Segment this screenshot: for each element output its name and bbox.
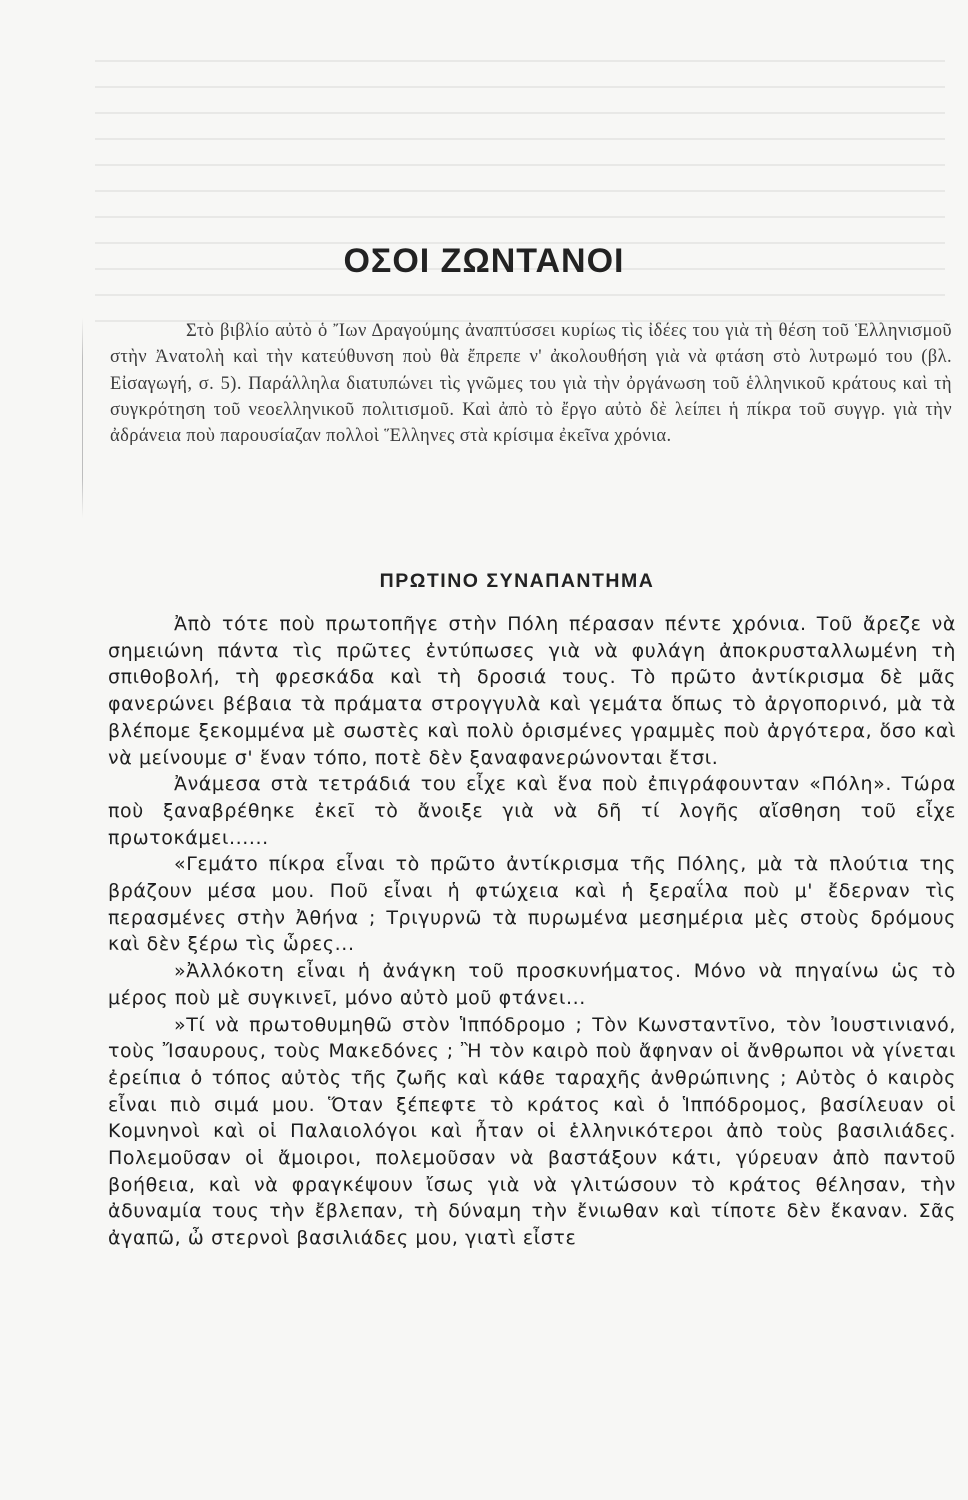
show-through-text (95, 60, 945, 330)
margin-mark (82, 318, 83, 518)
intro-paragraph: Στὸ βιβλίο αὐτὸ ὁ Ἴων Δραγούμης ἀναπτύσσει κυρίως τὶς ἰδέες του γιὰ τὴ θέση τοῦ Ἑλληνισμοῦ στὴν Ἀνατολὴ καὶ τὴν κατεύθυνση ποὺ θὰ ἔπρεπε ν' ἀκολουθήση γιὰ νὰ φτάση στὸ λυτρωμό του (βλ. Εἰσαγωγή, σ. 5). Παράλληλα διατυπώνει τὶς γνῶμες του γιὰ τὴν ὀργάνωση τοῦ ἑλληνικοῦ κράτους καὶ τὴ συγκρότηση τοῦ νεοελληνικοῦ πολιτισμοῦ. Καὶ ἀπὸ τὸ ἔργο αὐτὸ δὲ λείπει ἡ πίκρα τοῦ συγγρ. γιὰ τὴν ἀδράνεια ποὺ παρουσίαζαν πολλοὶ Ἕλληνες στὰ κρίσιμα ἐκεῖνα χρόνια. (110, 321, 952, 447)
body-paragraph: «Γεμάτο πίκρα εἶναι τὸ πρῶτο ἀντίκρισμα τῆς Πόλης, μὰ τὰ πλούτια της βράζουν μέσα μου. Ποῦ εἶναι ἡ φτώχεια καὶ ἡ ξεραΐλα ποὺ μ' ἔδερναν τὶς περασμένες στὴν Ἀθήνα ; Τριγυρνῶ τὰ πυρωμένα μεσημέρια μὲς στοὺς δρόμους καὶ δὲν ξέρω τὶς ὧρες... (108, 853, 956, 956)
body-paragraph: »Τί νὰ πρωτοθυμηθῶ στὸν Ἱππόδρομο ; Τὸν Κωνσταντῖνο, τὸν Ἰουστινιανό, τοὺς Ἴσαυρους, τοὺς Μακεδόνες ; Ἢ τὸν καιρὸ ποὺ ἄφηναν οἱ ἄνθρωποι νὰ γίνεται ἐρείπια ὁ τόπος αὐτὸς τῆς ζωῆς καὶ κάθε ταραχῆς ἀνθρώπινης ; Αὐτὸς ὁ καιρὸς εἶναι πιὸ σιμά μου. Ὅταν ξέπεφτε τὸ κράτος καὶ ὁ Ἱππόδρομος, βασίλευαν οἱ Κομνηνοὶ καὶ οἱ Παλαιολόγοι καὶ ἦταν οἱ ἑλληνικότεροι ἀπὸ τοὺς βασιλιάδες. Πολεμοῦσαν οἱ ἄμοιροι, πολεμοῦσαν νὰ βαστάξουν κάτι, γύρευαν ἀπὸ παντοῦ βοήθεια, καὶ νὰ φραγκέψουν ἴσως γιὰ νὰ γλιτώσουν τὸ κράτος θέλησαν, τὴν ἀδυναμία τους τὴν ἔβλεπαν, τὴ δύναμη τὴν ἔνιωθαν καὶ τίποτε δὲν ἔκαναν. Σᾶς ἀγαπῶ, ὦ στερνοὶ βασιλιάδες μου, γιατὶ εἶστε (108, 1013, 956, 1250)
chapter-title: ΟΣΟΙ ΖΩΝΤΑΝΟΙ (343, 242, 625, 280)
body-paragraph: »Ἀλλόκοτη εἶναι ἡ ἀνάγκη τοῦ προσκυνήματος. Μόνο νὰ πηγαίνω ὡς τὸ μέρος ποὺ μὲ συγκινεῖ, μόνο αὐτὸ μοῦ φτάνει... (108, 960, 956, 1009)
body-text (108, 611, 956, 1252)
section-subtitle: ΠΡΩΤΙΝΟ ΣΥΝΑΠΑΝΤΗΜΑ (379, 570, 655, 592)
body-paragraph: Ἀνάμεσα στὰ τετράδιά του εἶχε καὶ ἕνα ποὺ ἐπιγράφουνταν «Πόλη». Τώρα ποὺ ξαναβρέθηκε ἐκεῖ τὸ ἄνοιξε γιὰ νὰ δῆ τί λογῆς αἴσθηση τοῦ εἶχε πρωτοκάμει...... (108, 773, 956, 849)
body-paragraph: Ἀπὸ τότε ποὺ πρωτοπῆγε στὴν Πόλη πέρασαν πέντε χρόνια. Τοῦ ἄρεζε νὰ σημειώνη πάντα τὶς πρῶτες ἐντύπωσες γιὰ νὰ φυλάγη ἀποκρυσταλλωμένη τὴ σπιθοβολή, τὴ φρεσκάδα καὶ τὴ δροσιά τους. Τὸ πρῶτο ἀντίκρισμα δὲ μᾶς φανερώνει βέβαια τὰ πράματα στρογγυλὰ καὶ γεμάτα ὅπως τὸ ἀργοπορινό, μὰ τὰ βλέπομε ξεκομμένα μὲ σωστὲς καὶ πολὺ ὁρισμένες γραμμὲς ποὺ ἀργότερα, ὅσο καὶ νὰ μείνουμε σ' ἕναν τόπο, ποτὲ δὲν ξαναφανερώνονται ἔτσι. (108, 613, 956, 769)
